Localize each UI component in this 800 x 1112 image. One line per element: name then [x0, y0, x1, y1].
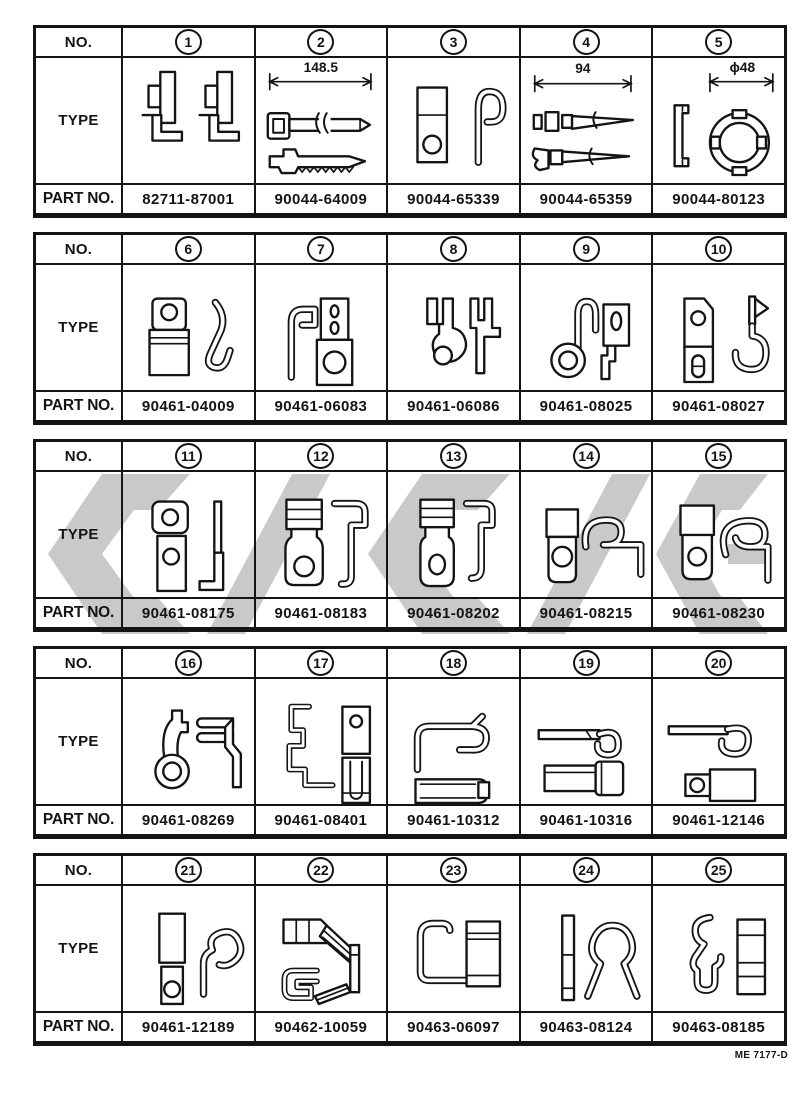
type-row-label: TYPE [36, 884, 121, 1011]
bracket-pair-drawing [123, 58, 254, 183]
part-number: 90463-06097 [386, 1011, 519, 1041]
parts-table-4 [33, 646, 787, 839]
column-number-cell [121, 442, 254, 470]
parts-table-3 [33, 439, 787, 632]
circled-number-6: 6 [175, 236, 202, 262]
part-number: 90463-08185 [651, 1011, 784, 1041]
circled-number-15: 15 [705, 443, 732, 469]
column-number-cell [121, 28, 254, 56]
part-number: 90461-08027 [651, 390, 784, 420]
part-type-cell [651, 470, 784, 597]
circled-number-5: 5 [705, 29, 732, 55]
no-header-label: NO. [64, 240, 93, 258]
dimension-label: 148.5 [303, 59, 338, 75]
no-header-label: NO. [64, 861, 93, 879]
part-type-cell [519, 677, 652, 804]
part-type-cell [519, 56, 652, 183]
circled-number-18: 18 [440, 650, 467, 676]
column-number-cell [121, 649, 254, 677]
cylinder-clip-and-hook-drawing [388, 472, 519, 597]
column-number-cell [254, 235, 387, 263]
column-number-cell [519, 442, 652, 470]
circled-number-8: 8 [440, 236, 467, 262]
column-number-cell [254, 856, 387, 884]
part-number: 90461-10312 [386, 804, 519, 834]
part-number: 90044-64009 [254, 183, 387, 213]
no-header-label: NO. [64, 447, 93, 465]
part-number: 90461-06086 [386, 390, 519, 420]
lug-and-fork-bracket-drawing [123, 679, 254, 804]
part-type-cell [121, 677, 254, 804]
s-clip-and-sleeve-drawing [653, 886, 784, 1011]
part-number: 90461-08215 [519, 597, 652, 627]
column-number-cell [386, 856, 519, 884]
part-type-cell [121, 470, 254, 597]
hairpin-lug-drawing [521, 265, 652, 390]
column-number-cell [386, 28, 519, 56]
part-number: 90044-65339 [386, 183, 519, 213]
part-number: 90461-08183 [254, 597, 387, 627]
column-number-cell [651, 28, 784, 56]
part-type-cell [254, 884, 387, 1011]
rod-hook-and-block-drawing [653, 679, 784, 804]
parts-table-2 [33, 232, 787, 425]
column-number-cell [121, 856, 254, 884]
column-number-cell [386, 649, 519, 677]
j-hook-and-plate-drawing [256, 265, 387, 390]
figure-code: ME 7177-D [734, 1050, 788, 1061]
column-number-cell [519, 649, 652, 677]
clip-and-question-hook-drawing [123, 886, 254, 1011]
circled-number-2: 2 [307, 29, 334, 55]
circled-number-23: 23 [440, 857, 467, 883]
part-number: 90461-08025 [519, 390, 652, 420]
cable-tie-drawing [256, 58, 387, 183]
column-number-cell [519, 856, 652, 884]
circled-number-20: 20 [705, 650, 732, 676]
part-type-cell [651, 56, 784, 183]
circled-number-9: 9 [573, 236, 600, 262]
fork-clamp-drawing [388, 265, 519, 390]
column-number-cell [651, 856, 784, 884]
part-no-row-label: PART NO. [36, 1011, 121, 1041]
type-row-label: TYPE [36, 56, 121, 183]
hook-and-sleeve-drawing [388, 679, 519, 804]
c-hook-and-sleeve-drawing [388, 886, 519, 1011]
circled-number-19: 19 [573, 650, 600, 676]
part-type-cell [386, 56, 519, 183]
part-number: 90461-10316 [519, 804, 652, 834]
circled-number-16: 16 [175, 650, 202, 676]
part-type-cell [386, 884, 519, 1011]
part-number: 90461-06083 [254, 390, 387, 420]
part-type-cell [651, 884, 784, 1011]
part-type-cell [386, 677, 519, 804]
part-number: 90461-08269 [121, 804, 254, 834]
circled-number-22: 22 [307, 857, 334, 883]
part-no-row-label: PART NO. [36, 390, 121, 420]
band-clamp-drawing [256, 886, 387, 1011]
column-number-cell [254, 28, 387, 56]
column-number-cell [254, 649, 387, 677]
column-number-cell [651, 649, 784, 677]
circled-number-24: 24 [573, 857, 600, 883]
part-type-cell [386, 263, 519, 390]
circled-number-1: 1 [175, 29, 202, 55]
type-row-label: TYPE [36, 677, 121, 804]
circled-number-3: 3 [440, 29, 467, 55]
no-header-label: NO. [64, 33, 93, 51]
no-header-label: NO. [64, 654, 93, 672]
circled-number-11: 11 [175, 443, 202, 469]
column-number-cell [519, 28, 652, 56]
grommet-ring-drawing [653, 58, 784, 183]
dimension-label: 94 [575, 60, 591, 76]
column-number-cell [651, 442, 784, 470]
part-no-row-label: PART NO. [36, 804, 121, 834]
part-type-cell [254, 677, 387, 804]
part-type-cell [121, 884, 254, 1011]
column-number-cell [386, 235, 519, 263]
double-plate-and-bracket-drawing [123, 472, 254, 597]
type-row-label: TYPE [36, 263, 121, 390]
part-no-row-label: PART NO. [36, 597, 121, 627]
parts-table-5 [33, 853, 787, 1046]
part-number: 90461-08401 [254, 804, 387, 834]
circled-number-10: 10 [705, 236, 732, 262]
part-number: 90461-08230 [651, 597, 784, 627]
circled-number-4: 4 [573, 29, 600, 55]
parts-table-1 [33, 25, 787, 218]
circled-number-25: 25 [705, 857, 732, 883]
bar-and-r-pin-drawing [521, 886, 652, 1011]
cylinder-clip-and-hook-drawing [256, 472, 387, 597]
part-number: 90044-65359 [519, 183, 652, 213]
part-type-cell [121, 263, 254, 390]
part-number: 90462-10059 [254, 1011, 387, 1041]
column-number-cell [386, 442, 519, 470]
circled-number-17: 17 [307, 650, 334, 676]
part-number: 90461-08202 [386, 597, 519, 627]
part-number: 90044-80123 [651, 183, 784, 213]
anchor-tie-pair-drawing [521, 58, 652, 183]
column-number-cell [519, 235, 652, 263]
circled-number-13: 13 [440, 443, 467, 469]
clip-and-s-hook-drawing [123, 265, 254, 390]
part-type-cell [254, 470, 387, 597]
part-number: 90461-04009 [121, 390, 254, 420]
circled-number-12: 12 [307, 443, 334, 469]
part-type-cell [386, 470, 519, 597]
part-type-cell [519, 470, 652, 597]
clip-and-c-hook-drawing [653, 472, 784, 597]
part-no-row-label: PART NO. [36, 183, 121, 213]
circled-number-7: 7 [307, 236, 334, 262]
column-number-cell [121, 235, 254, 263]
part-number: 90463-08124 [519, 1011, 652, 1041]
part-type-cell [254, 56, 387, 183]
column-number-cell [254, 442, 387, 470]
clip-and-c-hook-drawing [521, 472, 652, 597]
part-type-cell [519, 263, 652, 390]
part-number: 90461-12189 [121, 1011, 254, 1041]
part-type-cell [519, 884, 652, 1011]
column-number-cell [651, 235, 784, 263]
circled-number-21: 21 [175, 857, 202, 883]
part-type-cell [121, 56, 254, 183]
plate-and-j-hook-drawing [653, 265, 784, 390]
step-bracket-and-slot-plate-drawing [256, 679, 387, 804]
rod-hook-and-sleeve-drawing [521, 679, 652, 804]
dimension-label: ϕ48 [729, 59, 756, 75]
plate-and-pin-clip-drawing [388, 58, 519, 183]
circled-number-14: 14 [573, 443, 600, 469]
part-number: 82711-87001 [121, 183, 254, 213]
part-number: 90461-08175 [121, 597, 254, 627]
part-type-cell [651, 263, 784, 390]
part-number: 90461-12146 [651, 804, 784, 834]
type-row-label: TYPE [36, 470, 121, 597]
part-type-cell [651, 677, 784, 804]
part-type-cell [254, 263, 387, 390]
